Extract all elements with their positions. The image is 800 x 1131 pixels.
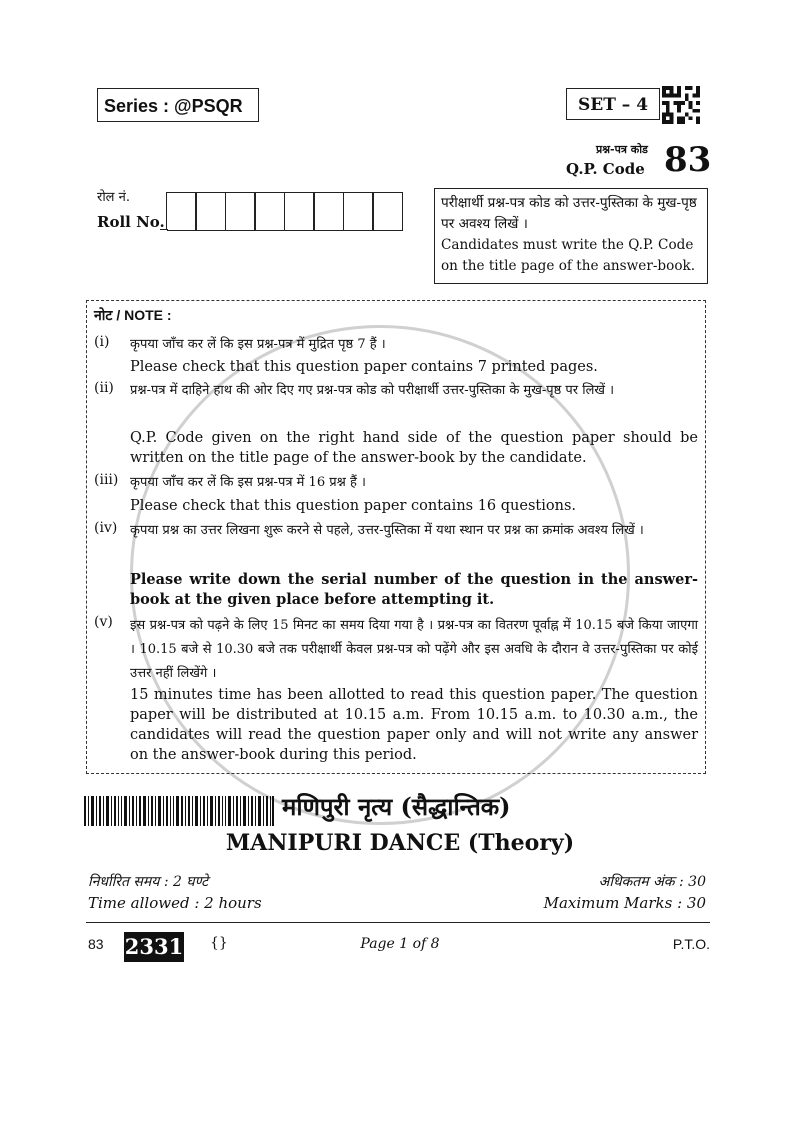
page-indicator: Page 1 of 8 (360, 936, 440, 952)
note-item-english: Please check that this question paper contains 16 questions. (130, 498, 576, 514)
note-item-number: (iii) (94, 472, 119, 488)
note-item-hindi: कृपया प्रश्न का उत्तर लिखना शुरू करने से पहले, उत्तर-पुस्तिका में यथा स्थान पर प्रश्न का क्रमांक अवश्य लिखें । (130, 523, 644, 538)
roll-box[interactable] (372, 192, 403, 230)
roll-label-hindi: रोल नं. (97, 190, 130, 205)
subject-title-hindi: मणिपुरी नृत्य (सैद्धान्तिक) (282, 792, 511, 821)
note-item-number: (ii) (94, 380, 114, 396)
set-label: SET – 4 (566, 88, 660, 120)
note-item-english: Please write down the serial number of the question in the answer-book at the given place before attempting it. (130, 571, 698, 608)
note-item-hindi: इस प्रश्न-पत्र को पढ़ने के लिए 15 मिनट का समय दिया गया है । प्रश्न-पत्र का वितरण पूर्वाह्न में 10.15 बजे किया जाएगा । 10.15 बजे से 10.30 बजे तक परीक्षार्थी केवल प्रश्न-पत्र को पढ़ेंगे और इस अवधि के दौरान वे उत्तर-पुस्तिका पर कोई उत्तर नहीं लिखेंगे । (130, 618, 698, 681)
footer-brace: {} (210, 935, 228, 951)
barcode-icon (84, 796, 274, 826)
roll-box[interactable] (195, 192, 226, 230)
footer-divider (86, 922, 710, 923)
pto-label: P.T.O. (672, 936, 710, 952)
note-item-english: Please check that this question paper contains 7 printed pages. (130, 359, 598, 375)
roll-box[interactable] (313, 192, 344, 230)
note-item-number: (v) (94, 614, 113, 630)
roll-box[interactable] (225, 192, 256, 230)
instruction-hindi: परीक्षार्थी प्रश्न-पत्र कोड को उत्तर-पुस्तिका के मुख-पृष्ठ पर अवश्य लिखें । (441, 195, 697, 232)
qr-code-icon (662, 86, 700, 124)
series-label: Series : @PSQR (97, 88, 259, 122)
max-marks-english: Maximum Marks : 30 (543, 894, 706, 912)
roll-box[interactable] (343, 192, 374, 230)
instruction-english: Candidates must write the Q.P. Code on the title page of the answer-book. (441, 237, 696, 274)
roll-label-english: Roll No. (97, 213, 165, 231)
note-item-number: (iv) (94, 520, 118, 536)
roll-box[interactable] (284, 192, 315, 230)
note-item-english: Q.P. Code given on the right hand side of the question paper should be written on the title page of the answer-book by the candidate. (130, 430, 698, 466)
subject-title-english: MANIPURI DANCE (Theory) (225, 830, 575, 856)
footer-code: 83 (88, 936, 104, 952)
note-item-english: 15 minutes time has been allotted to read this question paper. The question paper will be distributed at 10.15 a.m. From 10.15 a.m. to 10.30 a.m., the candidates will read the question paper only and will not write any answer on the answer-book during this period. (130, 687, 698, 763)
roll-number-boxes[interactable] (167, 192, 403, 231)
qp-code-label: Q.P. Code (566, 160, 645, 178)
qp-code-value: 83 (664, 140, 712, 180)
roll-box[interactable] (166, 192, 197, 230)
qp-instruction-box (434, 188, 708, 284)
note-item-hindi: कृपया जाँच कर लें कि इस प्रश्न-पत्र में मुद्रित पृष्ठ 7 हैं । (130, 337, 386, 352)
note-item-hindi: प्रश्न-पत्र में दाहिने हाथ की ओर दिए गए प्रश्न-पत्र कोड को परीक्षार्थी उत्तर-पुस्तिका के मुख-पृष्ठ पर लिखें । (130, 383, 615, 398)
time-allowed-hindi: निर्धारित समय : 2 घण्टे (88, 874, 209, 890)
time-allowed-english: Time allowed : 2 hours (88, 894, 262, 912)
max-marks-hindi: अधिकतम अंक : 30 (598, 874, 706, 890)
paper-number-badge: 2331 (124, 932, 184, 962)
note-title: नोट / NOTE : (94, 307, 172, 323)
qp-code-hindi: प्रश्न-पत्र कोड (596, 143, 648, 156)
note-item-number: (i) (94, 334, 110, 350)
note-item-hindi: कृपया जाँच कर लें कि इस प्रश्न-पत्र में 16 प्रश्न हैं । (130, 475, 366, 490)
roll-box[interactable] (254, 192, 285, 230)
